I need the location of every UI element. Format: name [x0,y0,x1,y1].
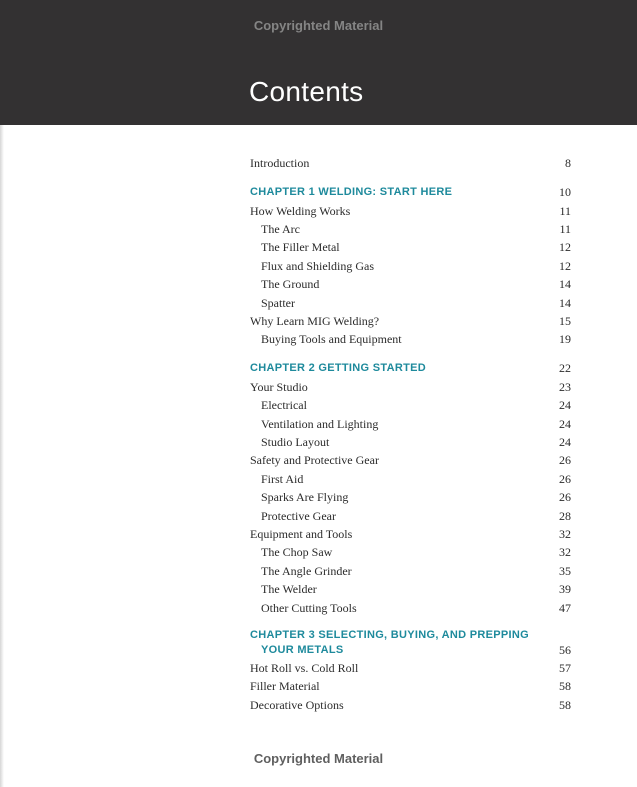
toc-entry[interactable] [250,698,571,715]
toc-entry-label: Ventilation and Lighting [261,417,379,431]
toc-entry[interactable] [250,661,571,678]
toc-entry[interactable] [250,204,571,221]
toc-entry-label: Hot Roll vs. Cold Roll [250,661,359,675]
toc-entry[interactable] [250,453,571,470]
toc-entry-introduction[interactable] [250,156,571,173]
toc-subentry[interactable] [250,582,571,599]
toc-entry-page: 26 [559,453,571,467]
toc-entry-page: 58 [559,698,571,712]
chapter-heading-label-continued: YOUR METALS [261,644,344,656]
toc-entry-label: Studio Layout [261,435,330,449]
toc-entry-page: 24 [559,417,571,431]
toc-entry-page: 39 [559,582,571,596]
copyright-notice-top: Copyrighted Material [253,18,384,33]
toc-entry-page: 56 [559,643,571,657]
toc-entry-label: Other Cutting Tools [261,601,357,615]
toc-entry-label: The Arc [261,222,300,236]
toc-subentry[interactable] [250,490,571,507]
toc-subentry[interactable] [250,417,571,434]
toc-entry-page: 14 [559,277,571,291]
toc-entry-page: 57 [559,661,571,675]
toc-subentry[interactable] [250,564,571,581]
toc-entry-label: Spatter [261,296,295,310]
toc-entry-page: 12 [559,259,571,273]
chapter-heading-label: CHAPTER 2 GETTING STARTED [250,362,426,374]
toc-entry[interactable] [250,380,571,397]
toc-entry-label: Buying Tools and Equipment [261,332,402,346]
page-title: Contents [249,76,364,107]
toc-entry-page: 19 [559,332,571,346]
chapter-heading-label: CHAPTER 1 WELDING: START HERE [250,186,453,198]
toc-entry-label: The Ground [261,277,320,291]
toc-subentry[interactable] [250,545,571,562]
toc-entry-page: 10 [559,185,571,199]
toc-chapter-3-heading-continued[interactable] [250,643,571,660]
toc-entry-label: Your Studio [250,380,308,394]
toc-entry-page: 22 [559,361,571,375]
toc-entry-page: 26 [559,490,571,504]
toc-entry-label: Sparks Are Flying [261,490,349,504]
toc-entry-label: The Angle Grinder [261,564,352,578]
toc-entry-label: The Welder [261,582,317,596]
toc-entry-label: Equipment and Tools [250,527,353,541]
toc-entry-page: 35 [559,564,571,578]
toc-entry-label: Electrical [261,398,307,412]
toc-chapter-2-heading[interactable] [250,361,571,378]
toc-subentry[interactable] [250,398,571,415]
copyright-notice-bottom: Copyrighted Material [253,751,384,766]
toc-entry-label: Safety and Protective Gear [250,453,379,467]
toc-subentry[interactable] [250,240,571,257]
toc-entry-label: The Chop Saw [261,545,333,559]
toc-entry-label: Introduction [250,156,310,170]
toc-subentry[interactable] [250,435,571,452]
toc-entry-label: Why Learn MIG Welding? [250,314,380,328]
toc-entry-page: 14 [559,296,571,310]
toc-entry-page: 47 [559,601,571,615]
toc-entry-label: The Filler Metal [261,240,340,254]
toc-subentry[interactable] [250,509,571,526]
toc-chapter-1-heading[interactable] [250,185,571,202]
toc-entry-page: 11 [559,222,571,236]
toc-subentry[interactable] [250,222,571,239]
toc-entry-label: Filler Material [250,679,320,693]
toc-entry-page: 15 [559,314,571,328]
toc-entry-page: 24 [559,435,571,449]
toc-subentry[interactable] [250,277,571,294]
toc-entry-page: 58 [559,679,571,693]
toc-entry-page: 26 [559,472,571,486]
toc-entry-page: 32 [559,545,571,559]
toc-subentry[interactable] [250,259,571,276]
toc-entry-page: 12 [559,240,571,254]
toc-entry-label: Flux and Shielding Gas [261,259,374,273]
toc-entry-page: 24 [559,398,571,412]
toc-entry-label: Protective Gear [261,509,336,523]
toc-subentry[interactable] [250,296,571,313]
toc-subentry[interactable] [250,601,571,618]
toc-entry-page: 23 [559,380,571,394]
toc-entry-label: First Aid [261,472,304,486]
toc-subentry[interactable] [250,472,571,489]
toc-entry-label: Decorative Options [250,698,344,712]
chapter-heading-label: CHAPTER 3 SELECTING, BUYING, AND PREPPING [250,629,529,641]
toc-entry[interactable] [250,314,571,331]
toc-entry-page: 8 [565,156,571,170]
toc-entry-page: 28 [559,509,571,523]
toc-entry[interactable] [250,679,571,696]
toc-entry-page: 11 [559,204,571,218]
toc-entry-label: How Welding Works [250,204,351,218]
toc-entry[interactable] [250,527,571,544]
toc-entry-page: 32 [559,527,571,541]
toc-subentry[interactable] [250,332,571,349]
